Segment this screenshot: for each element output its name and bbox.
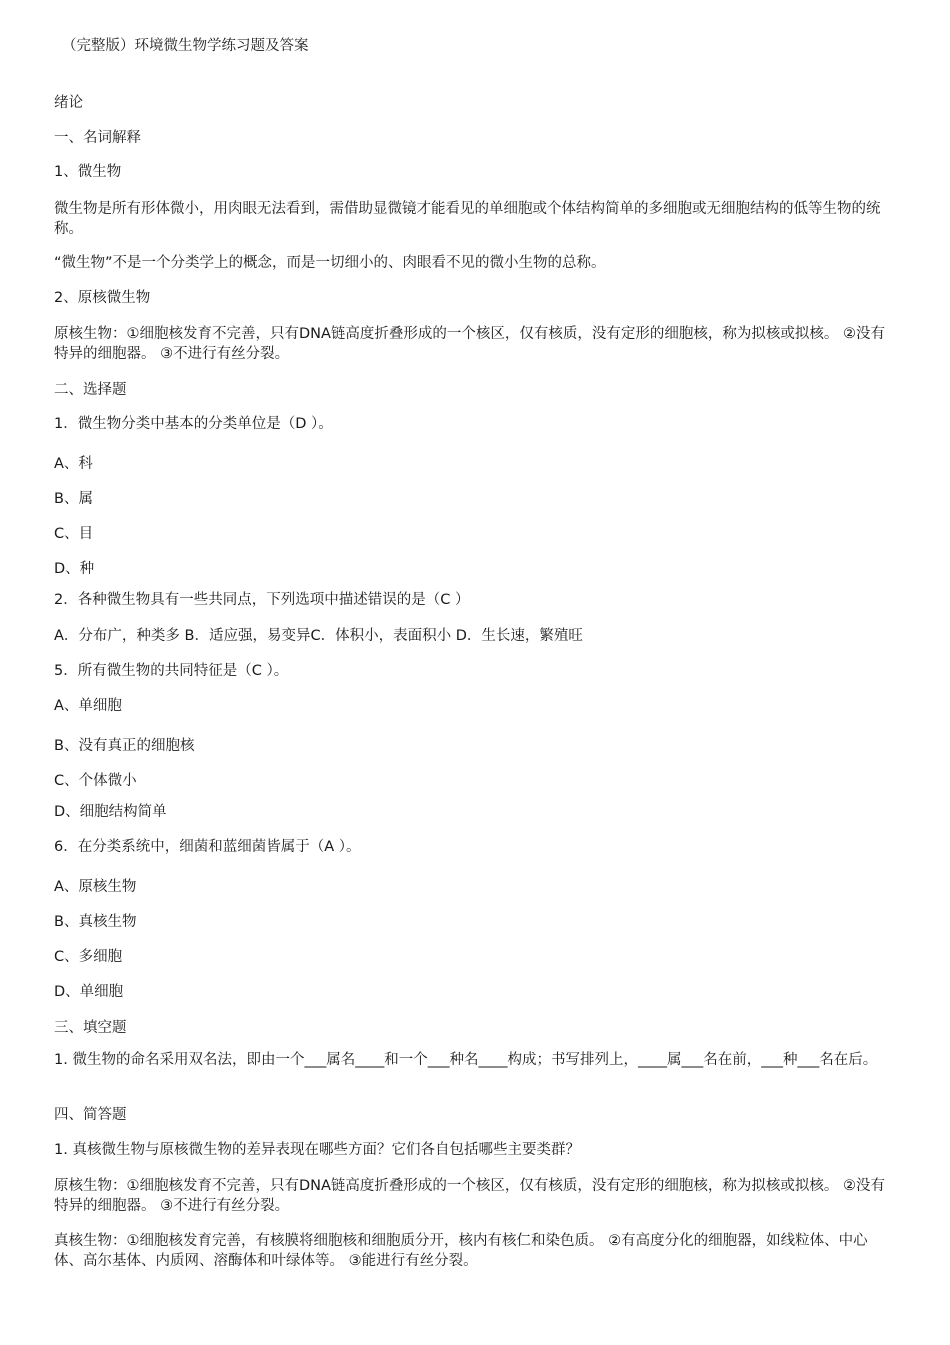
question-option: A．分布广，种类多 B．适应强，易变异C．体积小，表面积小 D．生长速，繁殖旺 [54, 628, 583, 644]
question-option: A、科 [54, 456, 93, 472]
question-option: A、单细胞 [54, 698, 122, 714]
answer-eukaryote: 真核生物：①细胞核发育完善，有核膜将细胞核和细胞质分开，核内有核仁和染色质。 ②有高度分化的细胞器，如线粒体、中心体、高尔基体、内质网、溶酶体和叶绿体等。 ③能进行有丝分裂。 [54, 1233, 868, 1269]
chapter-heading: 绪论 [54, 95, 83, 111]
question-text: 6．在分类系统中，细菌和蓝细菌皆属于（A ）。 [54, 839, 361, 855]
term-note-microorganism: “微生物”不是一个分类学上的概念，而是一切细小的、肉眼看不见的微小生物的总称。 [54, 255, 606, 271]
section-heading-fill-blank: 三、填空题 [54, 1020, 127, 1036]
question-option: A、原核生物 [54, 879, 137, 895]
question-text: 1. 真核微生物与原核微生物的差异表现在哪些方面？它们各自包括哪些主要类群？ [54, 1142, 580, 1158]
question-option: D、单细胞 [54, 984, 124, 1000]
question-option: C、个体微小 [54, 773, 137, 789]
answer-prokaryote: 原核生物：①细胞核发育不完善，只有DNA链高度折叠形成的一个核区，仅有核质，没有定形的细胞核，称为拟核或拟核。 ②没有特异的细胞器。 ③不进行有丝分裂。 [54, 1178, 886, 1214]
section-heading-short-answer: 四、简答题 [54, 1107, 127, 1123]
question-option: B、没有真正的细胞核 [54, 738, 195, 754]
term-definition-prokaryote: 原核生物：①细胞核发育不完善，只有DNA链高度折叠形成的一个核区，仅有核质，没有定形的细胞核，称为拟核或拟核。 ②没有特异的细胞器。 ③不进行有丝分裂。 [54, 326, 886, 362]
question-option: C、多细胞 [54, 949, 123, 965]
question-option: D、种 [54, 561, 95, 577]
question-option: B、真核生物 [54, 914, 137, 930]
question-option: B、属 [54, 491, 93, 507]
question-option: D、细胞结构简单 [54, 804, 167, 820]
question-text: 5．所有微生物的共同特征是（C ）。 [54, 663, 289, 679]
document-title: （完整版）环境微生物学练习题及答案 [62, 38, 309, 54]
fill-blank-question: 1. 微生物的命名采用双名法，即由一个___属名____和一个___种名____构成；书写排列上，____属___名在前，___种___名在后。 [54, 1052, 878, 1068]
section-heading-definitions: 一、名词解释 [54, 130, 141, 146]
question-text: 2．各种微生物具有一些共同点，下列选项中描述错误的是（C ） [54, 592, 470, 608]
question-text: 1．微生物分类中基本的分类单位是（D ）。 [54, 416, 333, 432]
term-definition-microorganism: 微生物是所有形体微小，用肉眼无法看到，需借助显微镜才能看见的单细胞或个体结构简单的多细胞或无细胞结构的低等生物的统称。 [54, 201, 881, 237]
section-heading-choice: 二、选择题 [54, 382, 127, 398]
question-option: C、目 [54, 526, 94, 542]
term-heading-microorganism: 1、微生物 [54, 164, 122, 180]
term-heading-prokaryote: 2、原核微生物 [54, 290, 151, 306]
